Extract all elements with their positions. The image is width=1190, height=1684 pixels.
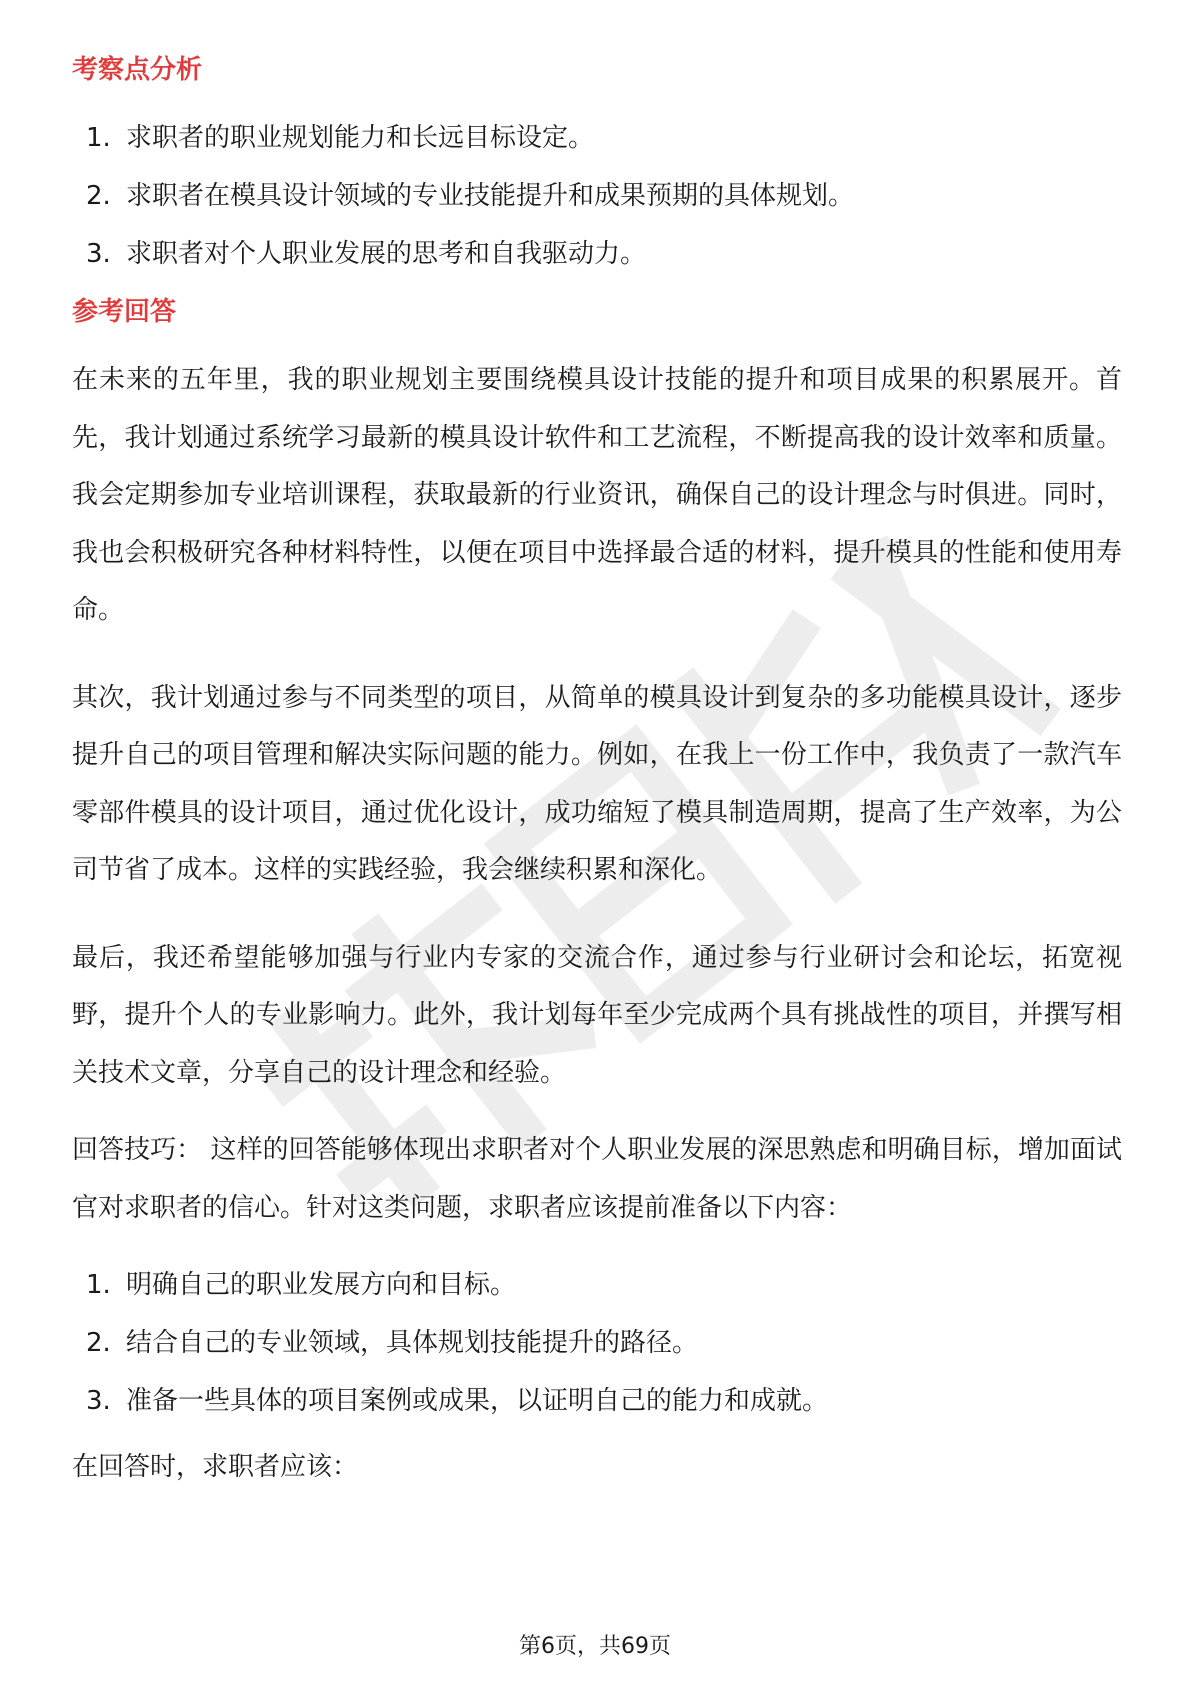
- list-item-number: 2.: [86, 181, 111, 211]
- list-item-number: 2.: [86, 1328, 111, 1358]
- list-item-number: 3.: [86, 1386, 111, 1416]
- list-item: [72, 1323, 1122, 1363]
- answer-paragraph: 其次，我计划通过参与不同类型的项目，从简单的模具设计到复杂的多功能模具设计，逐步提升自己的项目管理和解决实际问题的能力。例如，在我上一份工作中，我负责了一款汽车零部件模具的设计项目，通过优化设计，成功缩短了模具制造周期，提高了生产效率，为公司节省了成本。这样的实践经验，我会继续积累和深化。: [72, 682, 1122, 885]
- list-item-text: 结合自己的专业领域，具体规划技能提升的路径。: [126, 1328, 699, 1358]
- list-item-text: 明确自己的职业发展方向和目标。: [126, 1270, 517, 1300]
- content-area: [72, 46, 1122, 1497]
- list-item: [72, 176, 1122, 216]
- tips-paragraph: 回答技巧： 这样的回答能够体现出求职者对个人职业发展的深思熟虑和明确目标，增加面试官对求职者的信心。针对这类问题，求职者应该提前准备以下内容：: [72, 1135, 1122, 1223]
- answer-paragraph: 在未来的五年里，我的职业规划主要围绕模具设计技能的提升和项目成果的积累展开。首先，我计划通过系统学习最新的模具设计软件和工艺流程，不断提高我的设计效率和质量。我会定期参加专业培训课程，获取最新的行业资讯，确保自己的设计理念与时俱进。同时，我也会积极研究各种材料特性，以便在项目中选择最合适的材料，提升模具的性能和使用寿命。: [72, 365, 1122, 625]
- list-item-text: 求职者的职业规划能力和长远目标设定。: [126, 123, 595, 153]
- answer-section-title: 参考回答: [72, 297, 177, 327]
- list-item-text: 准备一些具体的项目案例或成果，以证明自己的能力和成就。: [126, 1386, 829, 1416]
- page-footer: [0, 1632, 1190, 1662]
- list-item: [72, 1381, 1122, 1421]
- analysis-points-list: [72, 118, 1122, 274]
- analysis-section-title: 考察点分析: [72, 55, 203, 85]
- list-item-number: 3.: [86, 239, 111, 269]
- list-item-text: 求职者对个人职业发展的思考和自我驱动力。: [126, 239, 647, 269]
- list-item: [72, 1265, 1122, 1305]
- tips-points-list: [72, 1265, 1122, 1421]
- list-item-number: 1.: [86, 1270, 111, 1300]
- closing-paragraph: 在回答时，求职者应该：: [72, 1452, 359, 1482]
- answer-paragraph: 最后，我还希望能够加强与行业内专家的交流合作，通过参与行业研讨会和论坛，拓宽视野，提升个人的专业影响力。此外，我计划每年至少完成两个具有挑战性的项目，并撰写相关技术文章，分享自己的设计理念和经验。: [72, 942, 1122, 1088]
- page-number: 第6页，共69页: [519, 1634, 671, 1659]
- list-item-text: 求职者在模具设计领域的专业技能提升和成果预期的具体规划。: [126, 181, 855, 211]
- list-item: [72, 118, 1122, 158]
- list-item: [72, 234, 1122, 274]
- list-item-number: 1.: [86, 123, 111, 153]
